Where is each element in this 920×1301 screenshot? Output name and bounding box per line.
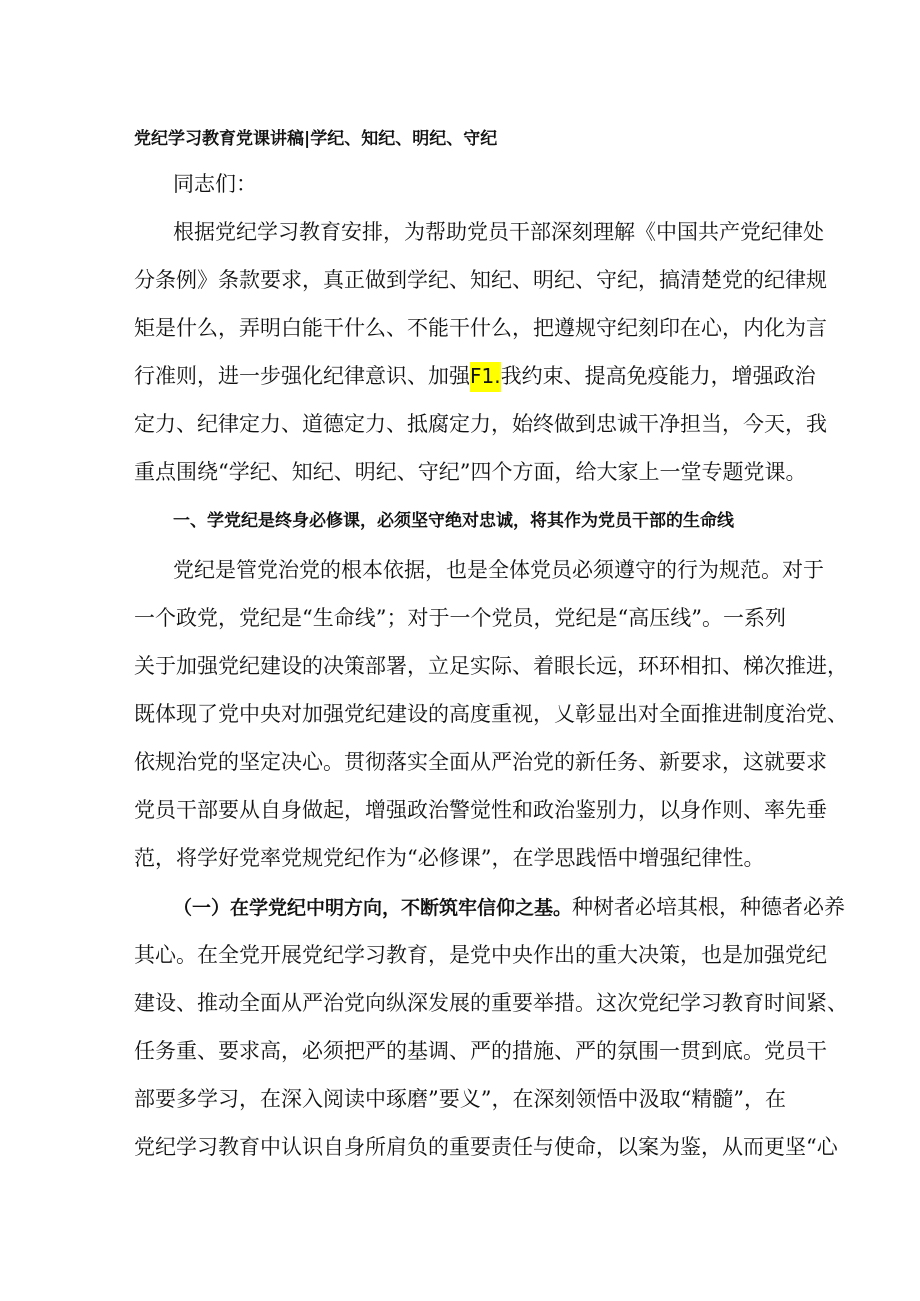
intro-line-1: 根据党纪学习教育安排，为帮助党员干部深刻理解《中国共产党纪律处 bbox=[173, 220, 824, 244]
section-paragraph-line: 关于加强党纪建设的决策部署，立足实际、着眼长远，环环相扣、梯次推进， bbox=[134, 654, 848, 678]
section-paragraph-line: 范，将学好党率党规党纪作为“必修课”，在学思践悟中增强纪律性。 bbox=[134, 846, 765, 870]
intro-line-2: 分条例》条款要求，真正做到学纪、知纪、明纪、守纪，搞清楚党的纪律规 bbox=[134, 268, 827, 292]
subsection-line: 任务重、要求高，必须把严的基调、严的措施、严的氛围一贯到底。党员干 bbox=[134, 1039, 827, 1063]
subsection-line: 其心。在全党开展党纪学习教育，是党中央作出的重大决策，也是加强党纪 bbox=[134, 943, 827, 967]
salutation: 同志们： bbox=[173, 172, 257, 196]
intro-line-6: 重点围绕“学纪、知纪、明纪、守纪”四个方面，给大家上一堂专题党课。 bbox=[134, 460, 807, 484]
subsection-line: 部要多学习，在深入阅读中琢磨”要义”，在深刻领悟中汲取“精髓”，在 bbox=[134, 1087, 786, 1111]
intro-line-4-start: 行准则，进一步强化纪律意识、加强 bbox=[134, 364, 470, 388]
subsection-first-line bbox=[173, 894, 845, 921]
section-heading: 一、学党纪是终身必修课，必须坚守绝对忠诚，将其作为党员干部的生命线 bbox=[173, 511, 734, 531]
subsection-first-line-text: 种树者必培其根，种德者必养 bbox=[572, 895, 846, 919]
document-title: 党纪学习教育党课讲稿|学纪、知纪、明纪、守纪 bbox=[134, 129, 498, 149]
subsection-line: 党纪学习教育中认识自身所肩负的重要责任与使命，以案为鉴，从而更坚“心 bbox=[134, 1135, 838, 1159]
subsection-line: 建设、推动全面从严治党向纵深发展的重要举措。这次党纪学习教育时间紧、 bbox=[134, 991, 848, 1015]
section-paragraph-line: 依规治党的坚定决心。贯彻落实全面从严治党的新任务、新要求，这就要求 bbox=[134, 750, 827, 774]
section-paragraph-line: 既体现了党中央对加强党纪建设的高度重视，乂彰显出对全面推进制度治党、 bbox=[134, 702, 848, 726]
section-paragraph-line: 一个政党，党纪是“生命线”；对于一个党员，党纪是“高压线”。一系列 bbox=[134, 606, 786, 630]
subsection-heading: （一）在学党纪中明方向，不断筑牢信仰之基。 bbox=[173, 897, 573, 919]
intro-line-4-end: 我约束、提高免疫能力，增强政治 bbox=[500, 364, 816, 388]
section-paragraph-line: 党纪是管党治党的根本依据，也是全体党员必须遵守的行为规范。对于 bbox=[173, 558, 824, 582]
intro-line-3: 矩是什么，弄明白能干什么、不能干什么，把遵规守纪刻印在心，内化为言 bbox=[134, 316, 827, 340]
intro-line-4 bbox=[134, 363, 816, 389]
section-paragraph-line: 党员干部要从自身做起，增强政治警觉性和政治鉴别力，以身作则、率先垂 bbox=[134, 798, 827, 822]
highlighted-text: F1. bbox=[470, 362, 501, 392]
intro-line-5: 定力、纪律定力、道德定力、抵腐定力，始终做到忠诚干净担当，今天，我 bbox=[134, 412, 827, 436]
